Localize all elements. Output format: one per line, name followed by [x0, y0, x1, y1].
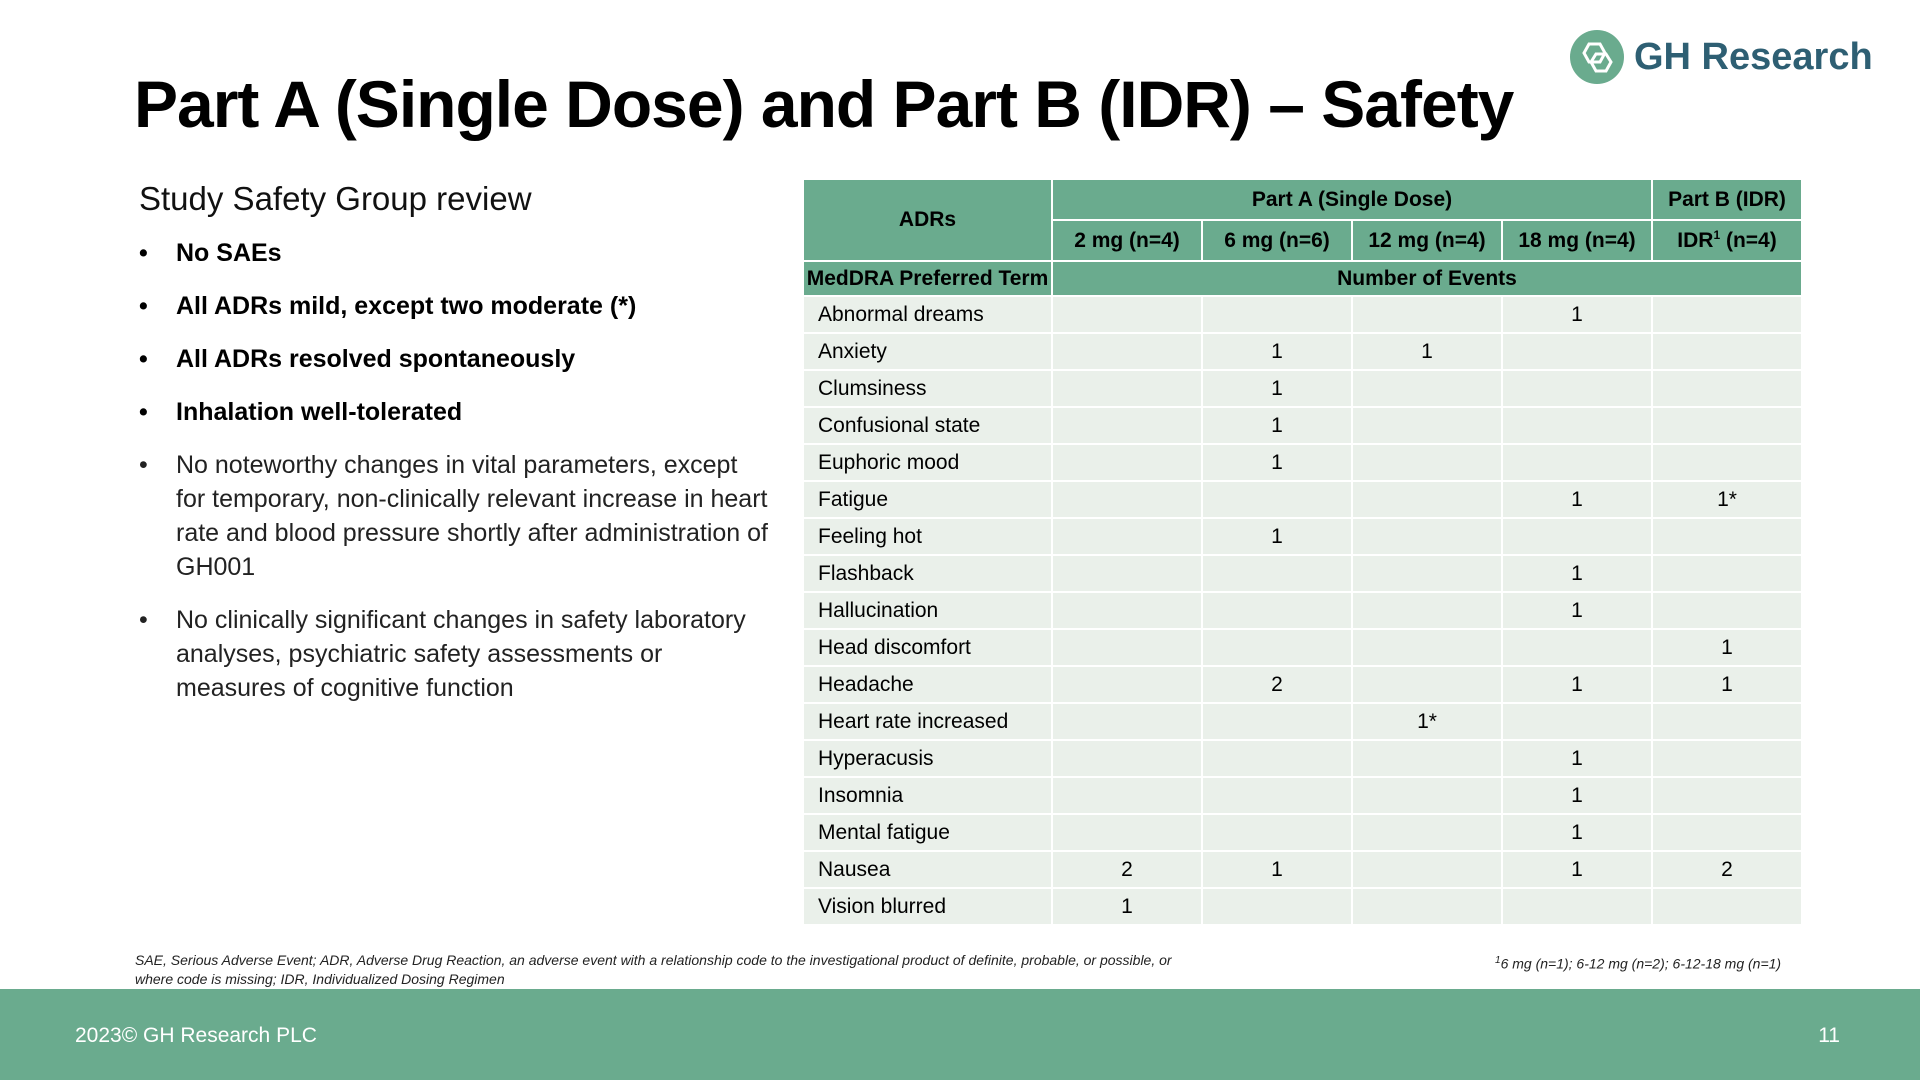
col-header-12mg: 12 mg (n=4)	[1353, 221, 1501, 260]
event-count-cell: 1	[1053, 889, 1201, 924]
bullet-icon: •	[139, 398, 148, 426]
event-count-cell	[1653, 741, 1801, 776]
bullet-text: All ADRs mild, except two moderate (*)	[176, 292, 637, 320]
event-count-cell	[1353, 482, 1501, 517]
part-b-header: Part B (IDR)	[1653, 180, 1801, 219]
idr-footnote	[1495, 951, 1781, 974]
event-count-cell	[1053, 778, 1201, 813]
event-count-cell	[1053, 371, 1201, 406]
table-row	[804, 297, 1801, 332]
event-count-cell	[1053, 630, 1201, 665]
event-count-cell: 1	[1503, 815, 1651, 850]
event-count-cell: 1	[1203, 408, 1351, 443]
summary-bullet-list	[139, 236, 769, 705]
term-cell: Anxiety	[804, 334, 1051, 369]
company-logo	[1570, 28, 1873, 86]
event-count-cell	[1203, 815, 1351, 850]
event-count-cell	[1053, 482, 1201, 517]
slide-title: Part A (Single Dose) and Part B (IDR) – Safety	[134, 67, 1514, 141]
gh-research-logo-icon	[1570, 30, 1624, 84]
table-row	[804, 741, 1801, 776]
event-count-cell	[1053, 667, 1201, 702]
idr-label: IDR	[1677, 229, 1714, 252]
term-cell: Heart rate increased	[804, 704, 1051, 739]
footer-copyright: 2023© GH Research PLC	[75, 1024, 317, 1047]
term-cell: Mental fatigue	[804, 815, 1051, 850]
event-count-cell: 1	[1503, 778, 1651, 813]
summary-panel	[139, 180, 769, 724]
event-count-cell	[1653, 704, 1801, 739]
event-count-cell	[1053, 556, 1201, 591]
event-count-cell	[1053, 741, 1201, 776]
bullet-text: No SAEs	[176, 239, 282, 267]
event-count-cell	[1353, 371, 1501, 406]
event-count-cell	[1503, 371, 1651, 406]
event-count-cell: 1	[1203, 445, 1351, 480]
table-row	[804, 704, 1801, 739]
term-cell: Fatigue	[804, 482, 1051, 517]
page-number: 11	[1818, 1024, 1840, 1047]
event-count-cell	[1503, 630, 1651, 665]
event-count-cell	[1353, 519, 1501, 554]
event-count-cell	[1053, 704, 1201, 739]
event-count-cell: 1	[1503, 482, 1651, 517]
table-row	[804, 852, 1801, 887]
part-a-header: Part A (Single Dose)	[1053, 180, 1651, 219]
event-count-cell	[1653, 371, 1801, 406]
adrs-header: ADRs	[804, 180, 1051, 260]
bullet-icon: •	[139, 292, 148, 320]
event-count-cell	[1203, 593, 1351, 628]
event-count-cell	[1053, 593, 1201, 628]
event-count-cell	[1353, 297, 1501, 332]
event-count-cell	[1653, 593, 1801, 628]
col-header-2mg: 2 mg (n=4)	[1053, 221, 1201, 260]
col-header-6mg: 6 mg (n=6)	[1203, 221, 1351, 260]
event-count-cell: 1	[1503, 297, 1651, 332]
event-count-cell	[1503, 445, 1651, 480]
events-header: Number of Events	[1053, 262, 1801, 295]
event-count-cell: 2	[1053, 852, 1201, 887]
event-count-cell	[1353, 815, 1501, 850]
bullet-text: No clinically significant changes in safety laboratory analyses, psychiatric safety assessments or measures of cognitive function	[176, 606, 746, 702]
event-count-cell	[1053, 815, 1201, 850]
event-count-cell: 1	[1503, 741, 1651, 776]
event-count-cell: 2	[1653, 852, 1801, 887]
event-count-cell	[1203, 741, 1351, 776]
event-count-cell	[1653, 889, 1801, 924]
table-row	[804, 815, 1801, 850]
event-count-cell	[1203, 630, 1351, 665]
event-count-cell	[1653, 519, 1801, 554]
table-row	[804, 667, 1801, 702]
event-count-cell	[1203, 778, 1351, 813]
term-cell: Flashback	[804, 556, 1051, 591]
term-cell: Vision blurred	[804, 889, 1051, 924]
event-count-cell: 1	[1503, 852, 1651, 887]
term-cell: Head discomfort	[804, 630, 1051, 665]
event-count-cell	[1053, 334, 1201, 369]
event-count-cell	[1203, 297, 1351, 332]
event-count-cell	[1053, 445, 1201, 480]
event-count-cell	[1653, 445, 1801, 480]
bullet-icon: •	[139, 451, 148, 479]
event-count-cell	[1503, 408, 1651, 443]
table-row	[804, 408, 1801, 443]
event-count-cell	[1653, 334, 1801, 369]
table-row	[804, 630, 1801, 665]
event-count-cell	[1203, 889, 1351, 924]
idr-footnote-marker: 1	[1713, 228, 1721, 242]
adr-table-container	[802, 178, 1803, 926]
event-count-cell: 1	[1503, 593, 1651, 628]
term-header: MedDRA Preferred Term	[804, 262, 1051, 295]
event-count-cell	[1653, 556, 1801, 591]
event-count-cell	[1203, 482, 1351, 517]
table-row	[804, 778, 1801, 813]
event-count-cell	[1053, 297, 1201, 332]
adr-table-body	[804, 297, 1801, 924]
event-count-cell: 1	[1503, 556, 1651, 591]
col-header-18mg: 18 mg (n=4)	[1503, 221, 1651, 260]
event-count-cell	[1503, 519, 1651, 554]
logo-text: GH Research	[1634, 35, 1873, 78]
event-count-cell	[1503, 704, 1651, 739]
term-cell: Euphoric mood	[804, 445, 1051, 480]
event-count-cell	[1353, 889, 1501, 924]
bullet-item	[139, 603, 769, 705]
event-count-cell	[1503, 334, 1651, 369]
adr-table	[802, 178, 1803, 926]
event-count-cell: 1	[1653, 667, 1801, 702]
table-row	[804, 445, 1801, 480]
event-count-cell	[1353, 593, 1501, 628]
event-count-cell: 1	[1353, 334, 1501, 369]
col-header-idr	[1653, 221, 1801, 260]
bullet-item	[139, 395, 769, 429]
event-count-cell	[1503, 889, 1651, 924]
bullet-icon: •	[139, 345, 148, 373]
event-count-cell	[1353, 630, 1501, 665]
event-count-cell	[1653, 408, 1801, 443]
event-count-cell: 1	[1203, 371, 1351, 406]
event-count-cell	[1353, 556, 1501, 591]
table-row	[804, 519, 1801, 554]
event-count-cell	[1353, 741, 1501, 776]
event-count-cell	[1053, 408, 1201, 443]
term-cell: Insomnia	[804, 778, 1051, 813]
term-cell: Feeling hot	[804, 519, 1051, 554]
event-count-cell: 1*	[1353, 704, 1501, 739]
event-count-cell	[1653, 815, 1801, 850]
bullet-item	[139, 448, 769, 584]
table-row	[804, 889, 1801, 924]
event-count-cell	[1353, 778, 1501, 813]
bullet-text: No noteworthy changes in vital parameters, except for temporary, non-clinically relevant increase in heart rate and blood pressure shortly after administration of GH001	[176, 451, 768, 581]
event-count-cell	[1203, 704, 1351, 739]
term-cell: Confusional state	[804, 408, 1051, 443]
event-count-cell: 1*	[1653, 482, 1801, 517]
bullet-icon: •	[139, 606, 148, 634]
event-count-cell	[1653, 297, 1801, 332]
bullet-icon: •	[139, 239, 148, 267]
term-cell: Hallucination	[804, 593, 1051, 628]
idr-footnote-sup: 1	[1495, 955, 1501, 966]
summary-heading: Study Safety Group review	[139, 180, 532, 217]
bullet-text: Inhalation well-tolerated	[176, 398, 463, 426]
term-cell: Headache	[804, 667, 1051, 702]
event-count-cell: 1	[1503, 667, 1651, 702]
idr-footnote-text: 6 mg (n=1); 6-12 mg (n=2); 6-12-18 mg (n=1)	[1500, 955, 1782, 972]
event-count-cell	[1203, 556, 1351, 591]
event-count-cell: 1	[1203, 519, 1351, 554]
event-count-cell	[1053, 519, 1201, 554]
abbreviation-footnote: SAE, Serious Adverse Event; ADR, Adverse Drug Reaction, an adverse event with a relationship code to the investigational product of definite, probable, or possible, or where code is missing; IDR, Individualized Dosing Regimen	[135, 952, 1172, 987]
event-count-cell: 1	[1203, 334, 1351, 369]
term-cell: Hyperacusis	[804, 741, 1051, 776]
table-row	[804, 334, 1801, 369]
event-count-cell	[1353, 667, 1501, 702]
event-count-cell: 1	[1203, 852, 1351, 887]
bullet-item	[139, 236, 769, 270]
event-count-cell: 1	[1653, 630, 1801, 665]
table-row	[804, 556, 1801, 591]
term-cell: Abnormal dreams	[804, 297, 1051, 332]
footer-bar	[0, 989, 1920, 1080]
term-cell: Nausea	[804, 852, 1051, 887]
event-count-cell	[1353, 408, 1501, 443]
event-count-cell	[1353, 445, 1501, 480]
bullet-item	[139, 342, 769, 376]
table-row	[804, 371, 1801, 406]
event-count-cell	[1353, 852, 1501, 887]
event-count-cell: 2	[1203, 667, 1351, 702]
idr-n-label: (n=4)	[1720, 229, 1777, 252]
term-cell: Clumsiness	[804, 371, 1051, 406]
bullet-text: All ADRs resolved spontaneously	[176, 345, 576, 373]
bullet-item	[139, 289, 769, 323]
table-row	[804, 593, 1801, 628]
table-row	[804, 482, 1801, 517]
event-count-cell	[1653, 778, 1801, 813]
